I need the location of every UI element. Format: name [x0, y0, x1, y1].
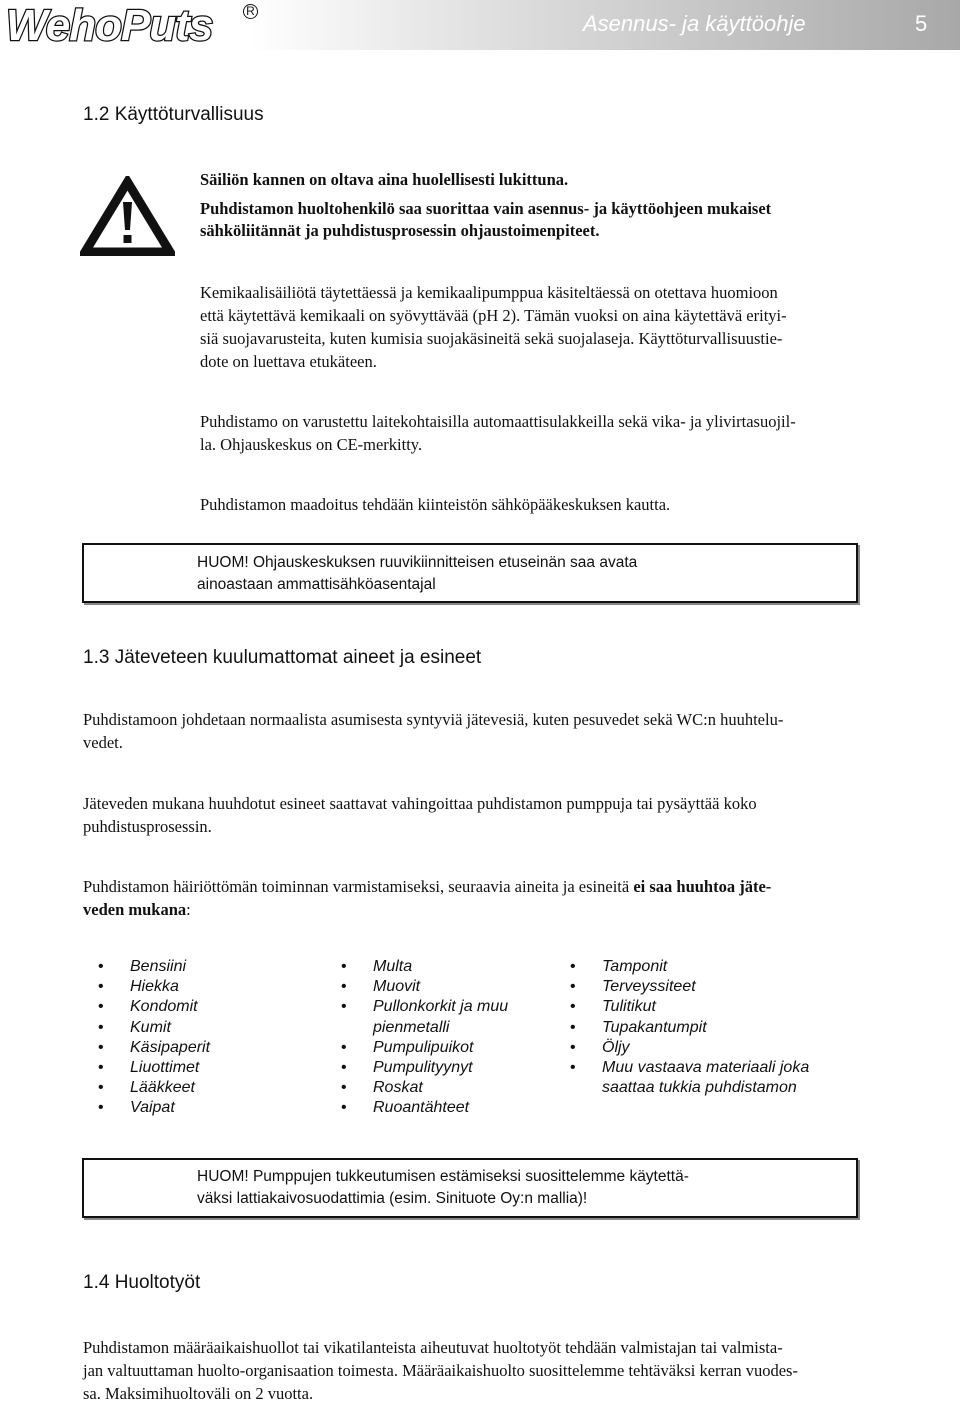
list-item-continuation: saattaa tukkia puhdistamon [602, 1079, 797, 1097]
list-item: • Hiekka [98, 977, 210, 997]
list-item [570, 1058, 809, 1098]
forbidden-items-list-2 [341, 957, 508, 1119]
text-line: HUOM! Pumppujen tukkeutumisen estämiseksi suosittelemme käytettä- [197, 1168, 689, 1185]
brand-logo: WehoPuts [6, 1, 213, 50]
registered-mark: R [243, 4, 258, 19]
section-heading-1-3: 1.3 Jäteveteen kuulumattomat aineet ja esineet [83, 647, 482, 668]
text-line: siä suojavarusteita, kuten kumisia suojakäsineitä sekä suojalaseja. Käyttöturvallisuustie- [200, 329, 783, 348]
forbidden-items-list-1 [98, 957, 210, 1119]
text-line: Kemikaalisäiliötä täytettäessä ja kemikaalipumppua käsiteltäessä on otettava huomioon [200, 283, 778, 302]
wastewater-paragraph [83, 708, 783, 754]
list-item: • Kondomit [98, 997, 210, 1017]
emphasis-text: veden mukana [83, 900, 187, 919]
safety-line-2: Puhdistamon huoltohenkilö saa suorittaa vain asennus- ja käyttöohjeen mukaiset [200, 199, 772, 218]
list-item: • Liuottimet [98, 1058, 210, 1078]
list-item-text: Muu vastaava materiaali joka [602, 1059, 810, 1077]
text-line: HUOM! Ohjauskeskuksen ruuvikiinnitteisen etuseinän saa avata [197, 554, 638, 571]
text-line: väksi lattiakaivosuodattimia (esim. Sinituote Oy:n mallia)! [197, 1190, 588, 1207]
text-line: Puhdistamo on varustettu laitekohtaisilla automaattisulakkeilla sekä vika- ja ylivirtasuojil- [200, 412, 796, 431]
safety-electrical-note [200, 198, 771, 242]
text-line: Puhdistamoon johdetaan normaalista asumisesta syntyviä jätevesiä, kuten pesuvedet sekä WC:n huuhtelu- [83, 710, 784, 729]
notice-text-2 [197, 1166, 689, 1210]
list-item-continuation: pienmetalli [373, 1018, 450, 1036]
list-item: • Tamponit [570, 957, 809, 977]
safety-line-3: sähköliitännät ja puhdistusprosessin ohjaustoimenpiteet. [200, 221, 600, 240]
list-item: • Tulitikut [570, 997, 809, 1017]
list-item: • Pumpulipuikot [341, 1038, 508, 1058]
list-item: • Tupakantumpit [570, 1018, 809, 1038]
text-line: sa. Maksimihuoltoväli on 2 vuotta. [83, 1384, 314, 1403]
safety-line-1: Säiliön kannen on oltava aina huolellisesti lukittuna. [200, 170, 569, 189]
list-item: • Vaipat [98, 1098, 210, 1118]
text-line: että käytettävä kemikaali on syövyttävää (pH 2). Tämän vuoksi on aina käytettävä erityi- [200, 306, 787, 325]
safety-lock-note [200, 168, 568, 191]
list-item [341, 997, 508, 1037]
list-item: • Ruoantähteet [341, 1098, 508, 1118]
text-line: vedet. [83, 733, 123, 752]
emphasis-text: ei saa huuhtoa jäte- [633, 877, 772, 896]
list-item: • Muovit [341, 977, 508, 997]
page-header [0, 0, 960, 50]
forbidden-intro-paragraph [83, 875, 771, 921]
list-item: • Terveyssiteet [570, 977, 809, 997]
grounding-paragraph: Puhdistamon maadoitus tehdään kiinteistön sähköpääkeskuksen kautta. [200, 495, 671, 514]
chemical-safety-paragraph [200, 281, 787, 373]
text-line: Jäteveden mukana huuhdotut esineet saattavat vahingoittaa puhdistamon pumppuja tai pysäyttää koko [83, 794, 757, 813]
page-number: 5 [915, 11, 928, 36]
list-item: • Bensiini [98, 957, 210, 977]
section-heading-1-2: 1.2 Käyttöturvallisuus [83, 104, 264, 125]
section-heading-1-4: 1.4 Huoltotyöt [83, 1272, 201, 1293]
notice-text-1 [197, 552, 637, 596]
list-item: • Multa [341, 957, 508, 977]
text-line [83, 875, 771, 898]
text-span: : [186, 900, 191, 919]
list-item: • Öljy [570, 1038, 809, 1058]
list-item: • Käsipaperit [98, 1038, 210, 1058]
warning-triangle-icon [80, 176, 175, 256]
text-line: jan valtuuttaman huolto-organisaation toimesta. Määräaikaishuolto suosittelemme tehtäväksi kerran vuodes- [83, 1361, 798, 1380]
text-span: Puhdistamon häiriöttömän toiminnan varmistamiseksi, seuraavia aineita ja esineitä [83, 877, 634, 896]
text-line: puhdistusprosessin. [83, 817, 212, 836]
damage-paragraph [83, 792, 757, 838]
list-item: • Pumpulityynyt [341, 1058, 508, 1078]
list-item: • Roskat [341, 1078, 508, 1098]
list-item: • Lääkkeet [98, 1078, 210, 1098]
text-line: Puhdistamon määräaikaishuollot tai vikatilanteista aiheutuvat huoltotyöt tehdään valmistajan tai valmista- [83, 1338, 783, 1357]
document-title: Asennus- ja käyttöohje [583, 11, 806, 36]
text-line: dote on luettava etukäteen. [200, 352, 377, 371]
list-item-text: Pullonkorkit ja muu [373, 998, 509, 1016]
text-line [83, 898, 771, 921]
text-line: la. Ohjauskeskus on CE-merkitty. [200, 435, 423, 454]
text-line: ainoastaan ammattisähköasentajal [197, 576, 436, 593]
maintenance-paragraph [83, 1336, 798, 1405]
fuse-paragraph [200, 410, 796, 456]
list-item: • Kumit [98, 1018, 210, 1038]
forbidden-items-list-3 [570, 957, 809, 1098]
